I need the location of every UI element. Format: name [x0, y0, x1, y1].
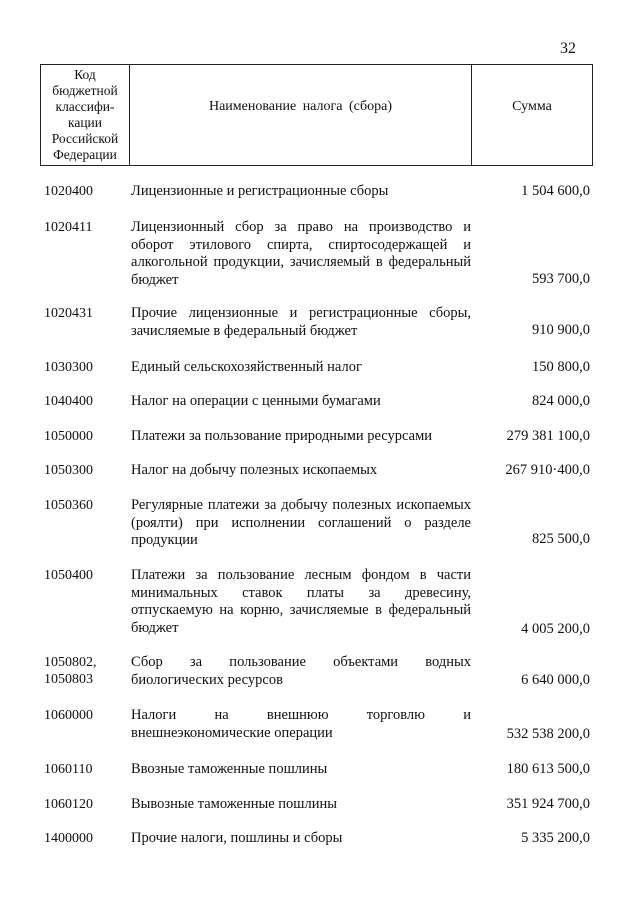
row-amount: 4 005 200,0 [521, 621, 590, 637]
row-code: 1050300 [44, 463, 93, 478]
column-divider [129, 65, 130, 165]
row-tax-name: Лицензионный сбор за право на производство и оборот этилового спирта, спиртосодержащей и алкогольной продукции, зачисляемый в федеральный бюджет [131, 219, 471, 288]
row-code: 1040400 [44, 394, 93, 409]
row-amount: 910 900,0 [532, 322, 590, 338]
row-tax-name: Вывозные таможенные пошлины [131, 796, 337, 812]
row-code: 1060110 [44, 762, 93, 777]
page-number: 32 [560, 40, 576, 57]
row-amount: 6 640 000,0 [521, 672, 590, 688]
row-amount: 351 924 700,0 [506, 796, 590, 812]
row-amount: 267 910·400,0 [505, 462, 590, 478]
row-amount: 1 504 600,0 [521, 183, 590, 199]
row-code: 1020411 [44, 220, 93, 235]
row-tax-name: Прочие налоги, пошлины и сборы [131, 830, 343, 846]
header-code-column [41, 67, 129, 163]
row-tax-name: Платежи за пользование лесным фондом в части минимальных ставок платы за древесину, отпускаемую на корню, зачисляемые в федеральный бюджет [131, 567, 471, 636]
header-sum-column: Сумма [512, 99, 552, 114]
row-tax-name: Прочие лицензионные и регистрационные сборы, зачисляемые в федеральный бюджет [131, 305, 471, 339]
row-amount: 150 800,0 [532, 359, 590, 375]
table-header [40, 64, 593, 166]
row-amount: 824 000,0 [532, 393, 590, 409]
row-tax-name: Платежи за пользование природными ресурсами [131, 428, 433, 444]
header-code-line: бюджетной [52, 83, 118, 98]
row-tax-name: Ввозные таможенные пошлины [131, 761, 328, 777]
row-tax-name: Регулярные платежи за добычу полезных ископаемых (роялти) при исполнении соглашений о разделе продукции [131, 497, 471, 548]
row-code: 1060120 [44, 797, 93, 812]
header-code-line: Федерации [53, 147, 117, 162]
header-code-line: Российской [51, 131, 119, 146]
column-divider [471, 65, 472, 165]
header-code-line: Код [74, 67, 96, 82]
header-name-column: Наименование налога (сбора) [208, 99, 393, 114]
row-tax-name: Сбор за пользование объектами водных биологических ресурсов [131, 654, 471, 688]
row-amount: 532 538 200,0 [506, 726, 590, 742]
row-amount: 180 613 500,0 [506, 761, 590, 777]
row-code: 1060000 [44, 708, 93, 723]
row-tax-name: Единый сельскохозяйственный налог [131, 359, 362, 375]
header-code-line: кации [67, 115, 103, 130]
row-amount: 5 335 200,0 [521, 830, 590, 846]
row-code: 1050400 [44, 568, 93, 583]
row-code: 1050360 [44, 498, 93, 513]
row-tax-name: Налог на добычу полезных ископаемых [131, 462, 378, 478]
row-amount: 593 700,0 [532, 271, 590, 287]
header-code-line: классифи- [55, 99, 115, 114]
row-tax-name: Лицензионные и регистрационные сборы [131, 183, 389, 199]
row-tax-name: Налоги на внешнюю торговлю и внешнеэкономические операции [131, 707, 471, 741]
row-code: 1050802, 1050803 [44, 655, 97, 687]
row-code: 1400000 [44, 831, 93, 846]
row-amount: 825 500,0 [532, 531, 590, 547]
row-code: 1030300 [44, 360, 93, 375]
row-code: 1020431 [44, 306, 93, 321]
row-tax-name: Налог на операции с ценными бумагами [131, 393, 381, 409]
row-code: 1050000 [44, 429, 93, 444]
row-amount: 279 381 100,0 [506, 428, 590, 444]
row-code: 1020400 [44, 184, 93, 199]
